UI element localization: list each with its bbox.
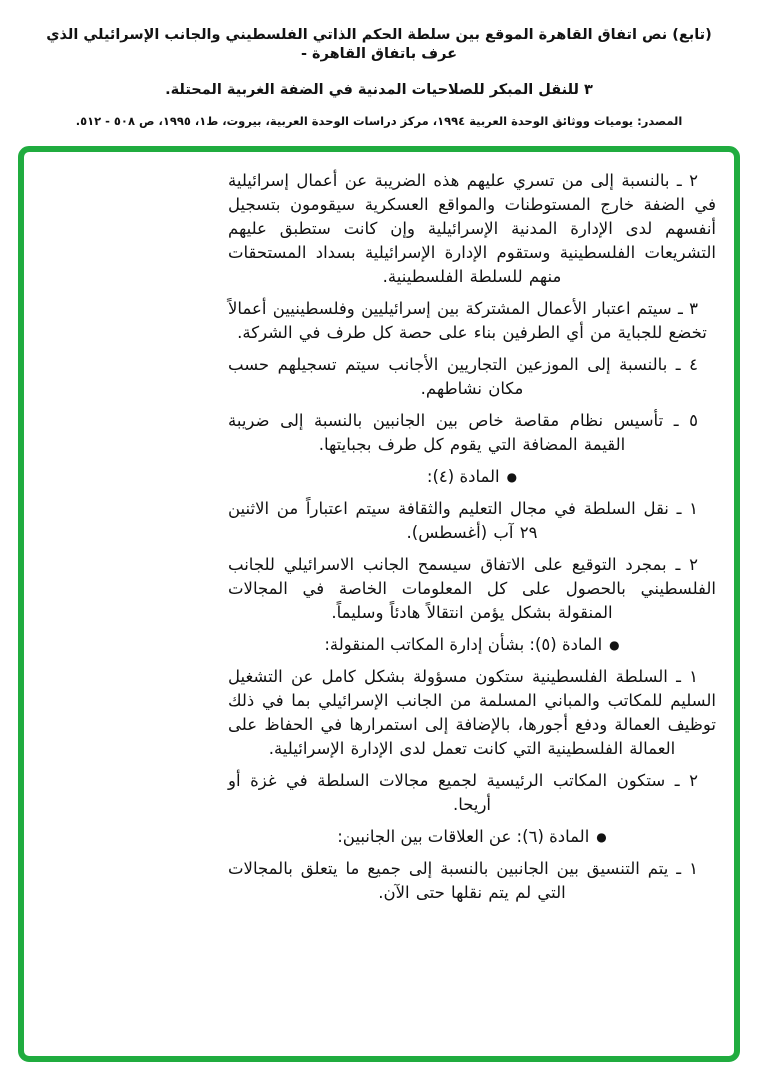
article-heading xyxy=(228,465,716,489)
article-heading-label: المادة (٦): عن العلاقات بين الجانبين: xyxy=(337,827,590,846)
document-paragraph: ٢ ـ ستكون المكاتب الرئيسية لجميع مجالات السلطة في غزة أو أريحا. xyxy=(228,771,698,814)
document-body xyxy=(228,169,716,913)
document-source-citation: المصدر: يوميات ووثائق الوحدة العربية ١٩٩٤، مركز دراسات الوحدة العربية، بيروت، ط١، ١٩٩٥، ص ٥٠٨ - ٥١٢. xyxy=(75,114,683,128)
document-title-line-1: (تابع) نص اتفاق القاهرة الموقع بين سلطة الحكم الذاتي الفلسطيني والجانب الإسرائيلي الذي عرف باتفاق القاهرة - xyxy=(46,27,712,62)
bullet-icon: ● xyxy=(506,470,518,484)
article-heading xyxy=(228,633,716,657)
document-paragraph: ٢ ـ بمجرد التوقيع على الاتفاق سيسمح الجانب الاسرائيلي للجانب الفلسطيني بالحصول على كل المعلومات الخاصة في المجالات المنقولة بشكل يؤمن انتقالاً هادئاً وسليماً. xyxy=(228,555,716,622)
bullet-icon: ● xyxy=(609,638,620,652)
document-header xyxy=(0,0,758,129)
article-heading xyxy=(228,825,716,849)
document-paragraph: ٤ ـ بالنسبة إلى الموزعين التجاريين الأجانب سيتم تسجيلهم حسب مكان نشاطهم. xyxy=(228,355,698,398)
green-border-frame xyxy=(18,146,740,1062)
article-heading-label: المادة (٤): xyxy=(426,467,500,486)
document-paragraph: ٣ ـ سيتم اعتبار الأعمال المشتركة بين إسرائيليين وفلسطينيين أعمالاً تخضع للجباية من أي الطرفين بناء على حصة كل طرف في الشركة. xyxy=(228,299,707,342)
document-paragraph: ٢ ـ بالنسبة إلى من تسري عليهم هذه الضريبة عن أعمال إسرائيلية في الضفة خارج المستوطنات والمواقع العسكرية سيقومون بتسجيل أنفسهم لدى الإدارة المدنية الإسرائيلية وإن كانت ستطبق عليهم التشريعات الفلسطينية وستقوم الإدارة الإسرائيلية بسداد المستحقات منهم للسلطة الفلسطينية. xyxy=(228,171,716,286)
document-paragraph: ١ ـ نقل السلطة في مجال التعليم والثقافة سيتم اعتباراً من الاثنين ٢٩ آب (أغسطس). xyxy=(228,499,698,542)
document-title-line-2: ٣ للنقل المبكر للصلاحيات المدنية في الضفة الغربية المحتلة. xyxy=(165,82,593,98)
document-paragraph: ٥ ـ تأسيس نظام مقاصة خاص بين الجانبين بالنسبة إلى ضريبة القيمة المضافة التي يقوم كل طرف بجبايتها. xyxy=(228,411,698,454)
document-paragraph: ١ ـ يتم التنسيق بين الجانبين بالنسبة إلى جميع ما يتعلق بالمجالات التي لم يتم نقلها حتى الآن. xyxy=(228,859,698,902)
article-heading-label: المادة (٥): بشأن إدارة المكاتب المنقولة: xyxy=(324,635,603,654)
document-paragraph: ١ ـ السلطة الفلسطينية ستكون مسؤولة بشكل كامل عن التشغيل السليم للمكاتب والمباني المسلمة من الجانب الإسرائيلي بما في ذلك توظيف العمالة ودفع أجورها، بالإضافة إلى استمرارها في الحفاظ على العمالة الفلسطينية التي كانت تعمل لدى الإدارة الإسرائيلية. xyxy=(228,667,716,758)
bullet-icon: ● xyxy=(596,830,607,844)
